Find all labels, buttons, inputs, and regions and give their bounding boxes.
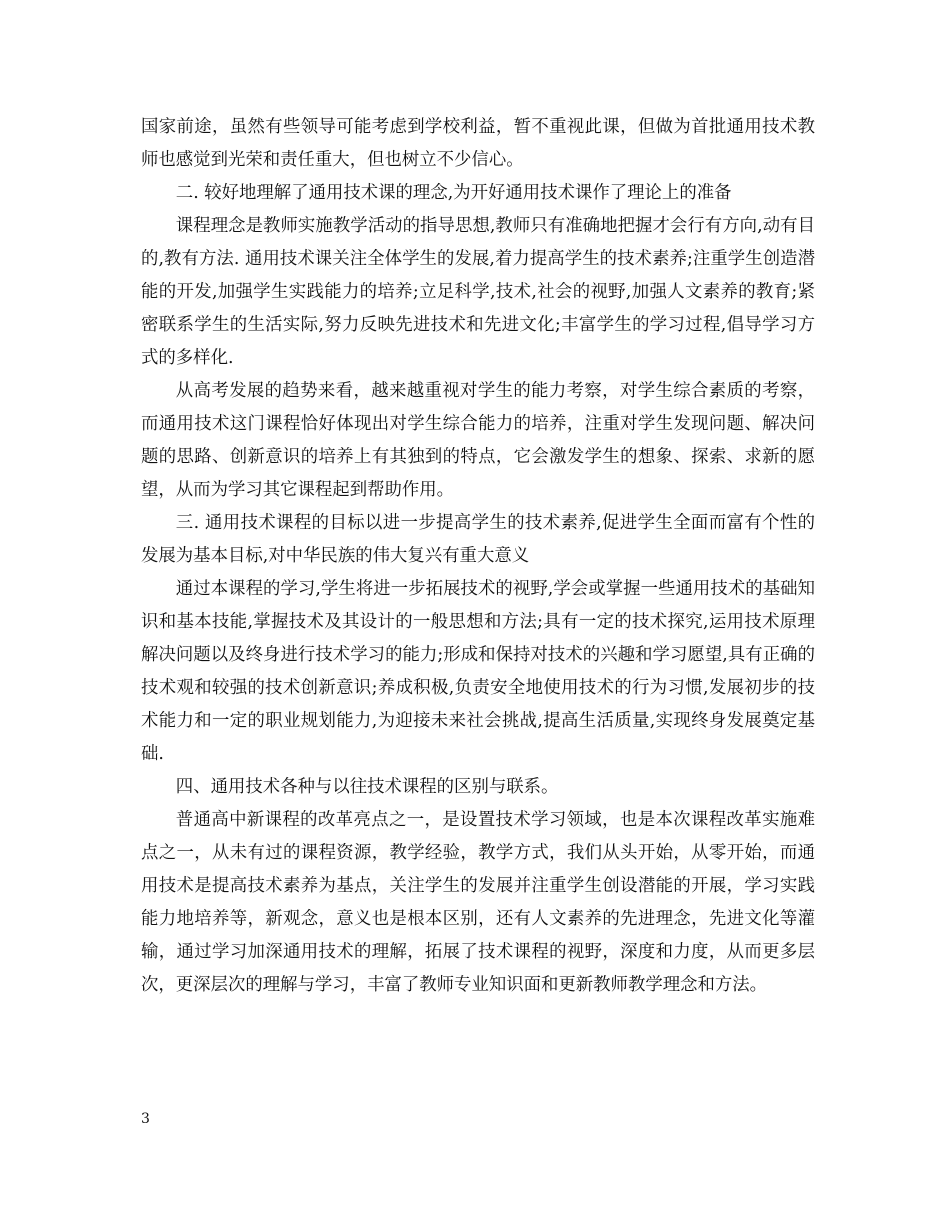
body-text bbox=[141, 111, 815, 1002]
page-number: 3 bbox=[141, 1111, 150, 1127]
paragraph-course-concept: 课程理念是教师实施教学活动的指导思想,教师只有准确地把握才会行有方向,动有目的,教有方法. 通用技术课关注全体学生的发展,着力提高学生的技术素养;注重学生创造潜能的开发,加强学生实践能力的培养;立足科学,技术,社会的视野,加强人文素养的教育;紧密联系学生的生活实际,努力反映先进技术和先进文化;丰富学生的学习过程,倡导学习方式的多样化. bbox=[141, 216, 815, 368]
paragraph-continuation: 国家前途，虽然有些领导可能考虑到学校利益，暂不重视此课，但做为首批通用技术教师也感觉到光荣和责任重大，但也树立不少信心。 bbox=[141, 117, 815, 170]
paragraph-exam-trend: 从高考发展的趋势来看，越来越重视对学生的能力考察，对学生综合素质的考察，而通用技术这门课程恰好体现出对学生综合能力的培养，注重对学生发现问题、解决问题的思路、创新意识的培养上有其独到的特点，它会激发学生的想象、探索、求新的愿望，从而为学习其它课程起到帮助作用。 bbox=[141, 381, 815, 500]
paragraph-course-goals: 通过本课程的学习,学生将进一步拓展技术的视野,学会或掌握一些通用技术的基础知识和基本技能,掌握技术及其设计的一般思想和方法;具有一定的技术探究,运用技术原理解决问题以及终身进行技术学习的能力;形成和保持对技术的兴趣和学习愿望,具有正确的技术观和较强的技术创新意识;养成积极,负责安全地使用技术的行为习惯,发展初步的技术能力和一定的职业规划能力,为迎接未来社会挑战,提高生活质量,实现终身发展奠定基础. bbox=[141, 579, 815, 764]
paragraph-reform-highlights: 普通高中新课程的改革亮点之一，是设置技术学习领域，也是本次课程改革实施难点之一，从未有过的课程资源，教学经验，教学方式，我们从头开始，从零开始，而通用技术是提高技术素养为基点，关注学生的发展并注重学生创设潜能的开展，学习实践能力地培养等，新观念，意义也是根本区别，还有人文素养的先进理念，先进文化等灌输，通过学习加深通用技术的理解，拓展了技术课程的视野，深度和力度，从而更多层次，更深层次的理解与学习，丰富了教师专业知识面和更新教师教学理念和方法。 bbox=[141, 810, 815, 995]
section-heading-3: 三. 通用技术课程的目标以进一步提高学生的技术素养,促进学生全面而富有个性的发展为基本目标,对中华民族的伟大复兴有重大意义 bbox=[141, 513, 815, 566]
section-heading-2: 二. 较好地理解了通用技术课的理念,为开好通用技术课作了理论上的准备 bbox=[175, 183, 732, 203]
section-heading-4: 四、通用技术各种与以往技术课程的区别与联系。 bbox=[175, 777, 559, 797]
